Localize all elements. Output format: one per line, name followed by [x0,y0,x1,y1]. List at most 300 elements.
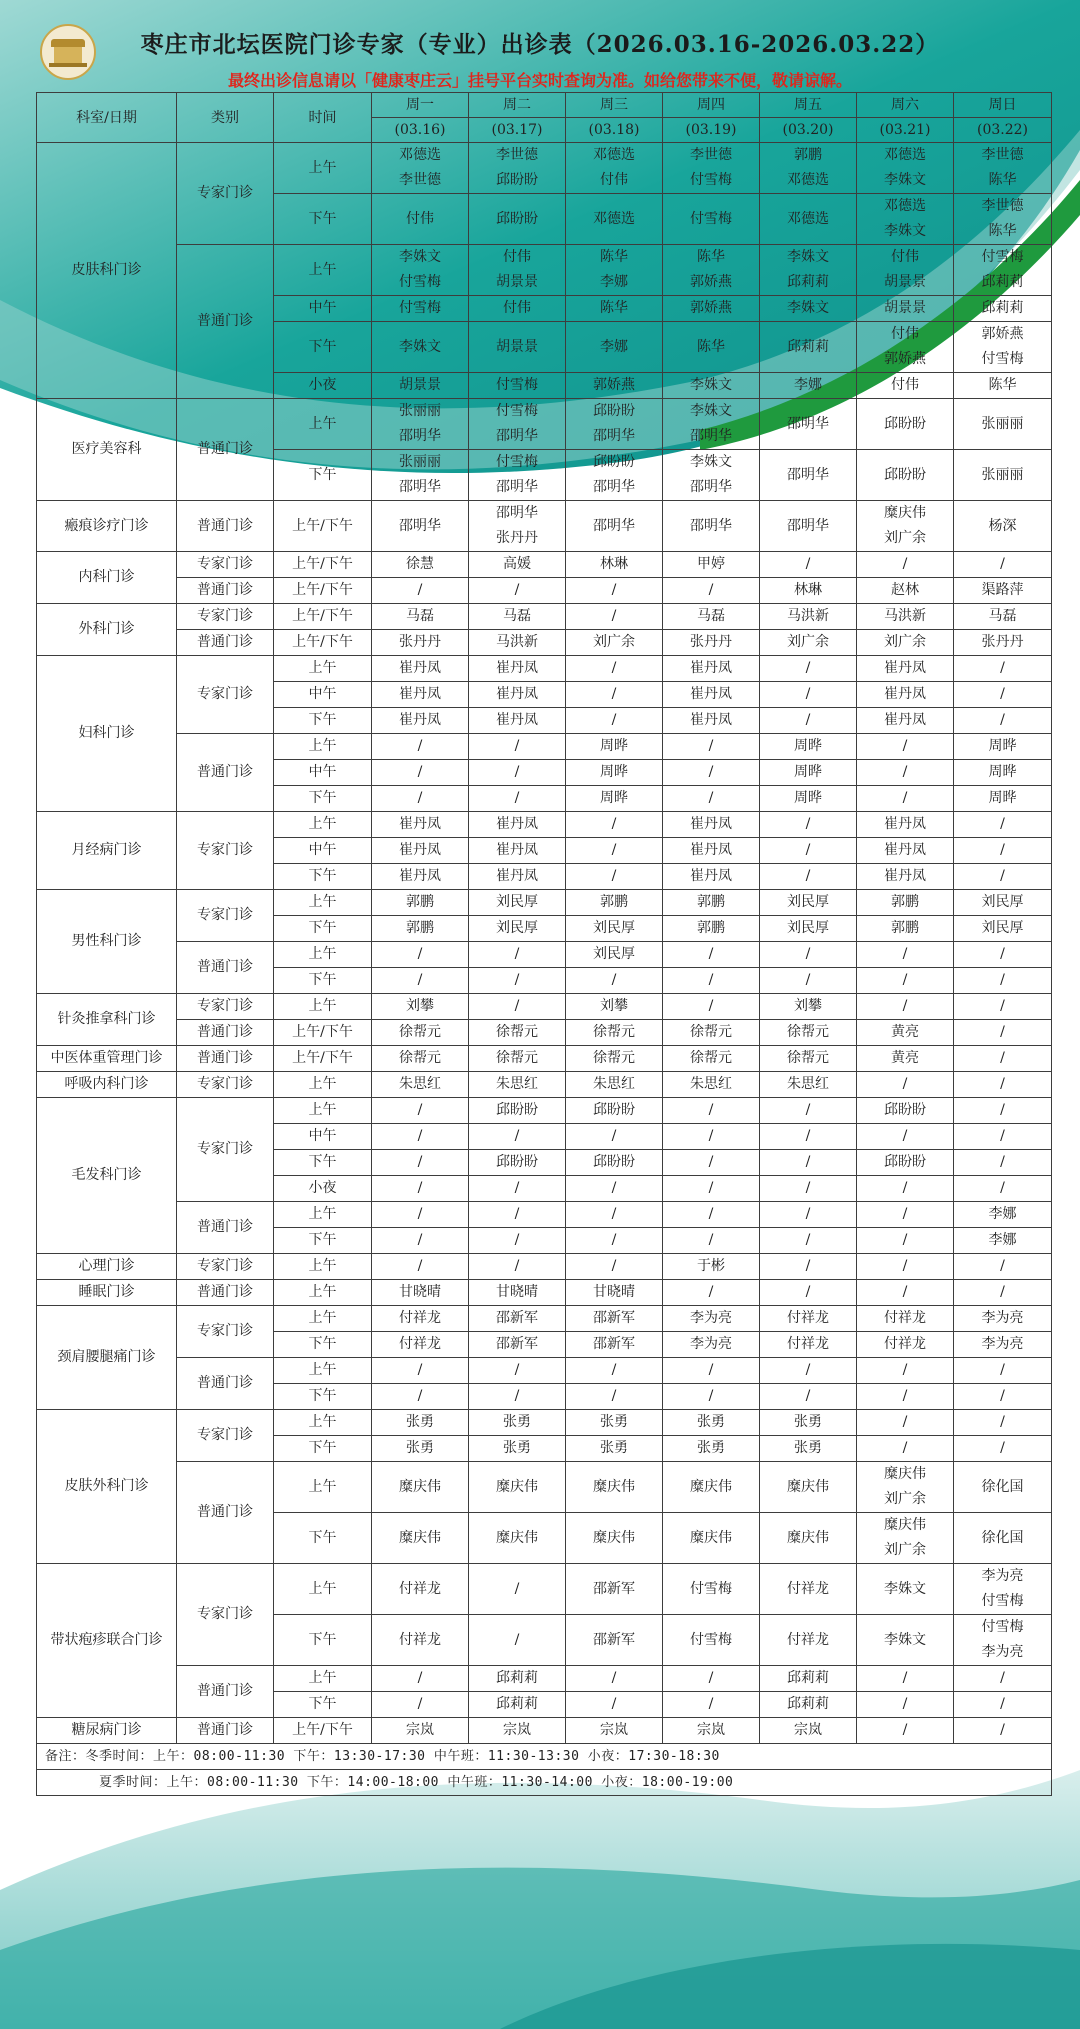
dept-name: 毛发科门诊 [37,1098,177,1254]
doctor-name: / [514,1388,520,1404]
doctor-name: 徐帮元 [787,1024,829,1040]
doctor-cell [857,1718,954,1744]
header-date: (03.22) [954,118,1052,143]
doctor-name: / [1000,816,1005,832]
doctor-cell [372,1615,469,1666]
doctor-cell [857,194,954,245]
doctor-cell [663,194,760,245]
doctor-cell [469,1615,566,1666]
doctor-cell [566,1436,663,1462]
doctor-cell [469,1410,566,1436]
doctor-name: / [611,660,617,676]
doctor-cell [663,916,760,942]
doctor-cell [566,1098,663,1124]
clinic-type: 专家门诊 [177,1306,274,1358]
clinic-type: 专家门诊 [177,890,274,942]
doctor-cell [566,1280,663,1306]
doctor-cell [372,1072,469,1098]
doctor-name: 于彬 [697,1258,725,1274]
doctor-cell [760,864,857,890]
doctor-cell [469,245,566,296]
doctor-name: 郭娇燕 [690,274,732,290]
dept-name: 带状疱疹联合门诊 [37,1564,177,1718]
doctor-cell [760,604,857,630]
doctor-cell [372,1254,469,1280]
doctor-name: 张勇 [697,1414,725,1430]
doctor-cell [663,143,760,194]
doctor-cell [469,656,566,682]
clinic-type: 普通门诊 [177,1666,274,1718]
doctor-name: 付雪梅 [496,454,538,470]
doctor-cell [954,760,1052,786]
doctor-name: / [514,1206,520,1222]
time-slot: 上午 [274,143,372,194]
doctor-cell [566,682,663,708]
doctor-name: / [1000,1076,1005,1092]
doctor-cell [469,630,566,656]
clinic-type: 普通门诊 [177,1358,274,1410]
doctor-cell [469,864,566,890]
table-row [37,1202,1052,1228]
doctor-cell [954,1228,1052,1254]
time-slot: 下午 [274,1436,372,1462]
doctor-name: 崔丹凤 [884,842,926,858]
doctor-name: / [902,1206,908,1222]
doctor-name: 邵明华 [399,428,441,444]
doctor-name: / [611,608,617,624]
doctor-cell [954,1332,1052,1358]
doctor-name: / [417,946,423,962]
doctor-cell [469,1072,566,1098]
doctor-name: 邵明华 [593,428,635,444]
doctor-name: / [611,582,617,598]
doctor-name: 崔丹凤 [884,686,926,702]
doctor-cell [857,630,954,656]
table-row [37,1280,1052,1306]
doctor-cell [469,373,566,399]
doctor-cell [663,399,760,450]
doctor-cell [663,942,760,968]
doctor-name: 高媛 [503,556,531,572]
doctor-cell [954,1202,1052,1228]
doctor-cell [857,968,954,994]
doctor-cell [566,1358,663,1384]
doctor-name: 邱盼盼 [593,1102,635,1118]
doctor-name: 郭娇燕 [981,326,1024,342]
doctor-name: / [514,1232,520,1248]
doctor-name: / [1000,1440,1005,1456]
time-slot: 上午 [274,734,372,760]
doctor-name: 邱盼盼 [593,454,635,470]
doctor-name: / [805,686,811,702]
doctor-name: 甘晓晴 [496,1284,538,1300]
doctor-name: 糜庆伟 [690,1478,732,1495]
doctor-name: / [611,1206,617,1222]
doctor-name: / [611,816,617,832]
doctor-name: / [902,738,908,754]
doctor-cell [372,450,469,501]
doctor-name: 刘民厚 [496,920,538,936]
time-slot: 上午/下午 [274,630,372,656]
doctor-name: 徐慧 [406,556,434,572]
doctor-name: 崔丹凤 [884,816,926,832]
doctor-cell [857,1564,954,1615]
doctor-name: 邱盼盼 [593,403,635,419]
doctor-cell [760,552,857,578]
doctor-cell [954,812,1052,838]
doctor-cell [469,1718,566,1744]
doctor-name: 李世德 [981,147,1024,163]
doctor-name: 李娜 [988,1206,1017,1222]
doctor-cell [857,1615,954,1666]
doctor-cell [566,838,663,864]
doctor-name: / [611,1670,617,1686]
doctor-cell [760,682,857,708]
doctor-cell [566,656,663,682]
doctor-name: 崔丹凤 [496,842,538,858]
doctor-name: 付雪梅 [399,300,441,316]
doctor-cell [566,1462,663,1513]
doctor-cell [372,1564,469,1615]
doctor-name: 崔丹凤 [690,712,732,728]
doctor-name: 马洪新 [884,608,926,624]
doctor-name: 陈华 [988,172,1017,188]
doctor-cell [954,786,1052,812]
doctor-cell [857,916,954,942]
doctor-name: / [805,1284,811,1300]
doctor-cell [760,1150,857,1176]
doctor-name: 付雪梅 [981,351,1024,367]
doctor-cell [372,1462,469,1513]
doctor-name: 张勇 [406,1414,434,1430]
doctor-name: / [514,1180,520,1196]
doctor-name: 糜庆伟 [690,1529,732,1546]
doctor-name: 刘民厚 [981,894,1024,910]
doctor-name: 李姝文 [884,1580,926,1597]
doctor-cell [857,1046,954,1072]
doctor-cell [954,890,1052,916]
doctor-name: / [417,1670,423,1686]
doctor-name: 李姝文 [884,1631,926,1648]
header-date: (03.19) [663,118,760,143]
doctor-cell [857,1513,954,1564]
doctor-name: / [708,764,714,780]
clinic-type: 普通门诊 [177,1046,274,1072]
doctor-name: 张勇 [503,1440,531,1456]
doctor-name: / [902,1388,908,1404]
time-slot: 下午 [274,1692,372,1718]
doctor-name: 渠路萍 [981,582,1024,598]
doctor-cell [954,578,1052,604]
doctor-name: 黄亮 [891,1050,919,1066]
header-date: (03.18) [566,118,663,143]
doctor-name: 周晔 [794,764,822,780]
time-slot: 上午/下午 [274,552,372,578]
doctor-name: 李娜 [600,274,628,290]
doctor-name: 张勇 [600,1414,628,1430]
doctor-cell [566,373,663,399]
doctor-name: / [514,582,520,598]
table-row [37,1718,1052,1744]
doctor-name: / [514,972,520,988]
doctor-name: / [1000,1258,1005,1274]
doctor-cell [857,1280,954,1306]
time-slot: 上午/下午 [274,1020,372,1046]
doctor-cell [372,373,469,399]
doctor-name: 邱莉莉 [981,274,1024,290]
doctor-cell [857,1072,954,1098]
doctor-cell [372,838,469,864]
doctor-cell [663,1046,760,1072]
doctor-cell [760,630,857,656]
doctor-cell [469,916,566,942]
header-day: 周日 [954,93,1052,118]
doctor-name: 邵新军 [593,1631,635,1648]
doctor-name: / [611,868,617,884]
doctor-name: / [417,1388,423,1404]
header-dept: 科室/日期 [37,93,177,143]
doctor-name: 邓德选 [884,147,926,163]
doctor-name: 邱盼盼 [884,415,926,432]
doctor-cell [954,994,1052,1020]
doctor-name: 崔丹凤 [496,712,538,728]
doctor-name: 马磊 [406,608,434,624]
doctor-name: / [805,842,811,858]
doctor-cell [372,1384,469,1410]
doctor-name: 崔丹凤 [496,868,538,884]
doctor-name: 张丹丹 [690,634,732,650]
doctor-name: 宗岚 [406,1722,434,1738]
doctor-cell [566,942,663,968]
doctor-name: 糜庆伟 [593,1478,635,1495]
dept-name: 颈肩腰腿痛门诊 [37,1306,177,1410]
doctor-cell [469,1020,566,1046]
doctor-name: 付祥龙 [399,1310,441,1326]
doctor-cell [566,1718,663,1744]
doctor-cell [372,1436,469,1462]
doctor-cell [663,552,760,578]
doctor-cell [954,1410,1052,1436]
header-date: (03.16) [372,118,469,143]
doctor-cell [954,838,1052,864]
doctor-cell [469,786,566,812]
dept-name: 皮肤科门诊 [37,143,177,399]
doctor-cell [760,734,857,760]
doctor-name: 崔丹凤 [884,712,926,728]
doctor-cell [372,1332,469,1358]
doctor-name: 郭娇燕 [690,300,732,316]
doctor-name: 杨深 [988,517,1017,534]
doctor-cell [663,682,760,708]
doctor-cell [760,1254,857,1280]
doctor-cell [760,1202,857,1228]
doctor-name: / [611,972,617,988]
doctor-cell [760,1280,857,1306]
time-slot: 下午 [274,194,372,245]
doctor-cell [372,812,469,838]
doctor-cell [954,1072,1052,1098]
doctor-name: 付雪梅 [981,1619,1024,1635]
doctor-name: 崔丹凤 [399,712,441,728]
doctor-name: 徐帮元 [496,1050,538,1066]
doctor-cell [954,1254,1052,1280]
doctor-cell [663,1358,760,1384]
doctor-cell [566,1513,663,1564]
doctor-name: 邵新军 [593,1310,635,1326]
doctor-cell [566,1666,663,1692]
doctor-cell [857,552,954,578]
doctor-cell [760,1692,857,1718]
doctor-cell [857,682,954,708]
doctor-name: / [708,946,714,962]
doctor-name: 崔丹凤 [496,686,538,702]
doctor-cell [954,1046,1052,1072]
doctor-cell [760,1718,857,1744]
doctor-cell [372,864,469,890]
doctor-cell [760,1436,857,1462]
doctor-name: 邵明华 [690,517,732,534]
doctor-cell [566,734,663,760]
doctor-cell [663,373,760,399]
doctor-cell [566,708,663,734]
doctor-name: 崔丹凤 [690,660,732,676]
doctor-cell [663,296,760,322]
doctor-name: 刘广余 [884,1491,926,1507]
time-slot: 下午 [274,864,372,890]
doctor-name: 邓德选 [593,147,635,163]
doctor-name: / [611,712,617,728]
doctor-cell [469,812,566,838]
doctor-name: / [1000,1388,1005,1404]
doctor-name: 付雪梅 [690,1580,732,1597]
doctor-cell [663,1150,760,1176]
dept-name: 针灸推拿科门诊 [37,994,177,1046]
doctor-cell [857,578,954,604]
doctor-cell [469,1384,566,1410]
time-slot: 中午 [274,760,372,786]
dept-name: 中医体重管理门诊 [37,1046,177,1072]
doctor-cell [663,760,760,786]
clinic-type: 专家门诊 [177,1098,274,1202]
doctor-cell [566,1020,663,1046]
doctor-name: 付雪梅 [981,249,1024,265]
doctor-cell [469,296,566,322]
doctor-name: / [417,790,423,806]
doctor-name: / [1000,1722,1005,1738]
doctor-cell [663,1410,760,1436]
clinic-type: 普通门诊 [177,1718,274,1744]
doctor-cell [663,1384,760,1410]
doctor-cell [372,734,469,760]
clinic-type: 专家门诊 [177,604,274,630]
doctor-name: / [514,738,520,754]
doctor-name: 刘攀 [794,998,822,1014]
doctor-name: 张丽丽 [399,454,441,470]
doctor-cell [372,245,469,296]
doctor-cell [954,1098,1052,1124]
doctor-cell [663,630,760,656]
doctor-name: / [1000,1284,1005,1300]
header-day: 周一 [372,93,469,118]
doctor-cell [857,812,954,838]
doctor-name: 徐化国 [981,1478,1024,1495]
doctor-cell [663,1020,760,1046]
doctor-cell [954,1306,1052,1332]
doctor-name: / [1000,1180,1005,1196]
clinic-type: 普通门诊 [177,399,274,501]
doctor-cell [372,1306,469,1332]
doctor-cell [566,1202,663,1228]
doctor-cell [663,864,760,890]
doctor-cell [954,1436,1052,1462]
doctor-name: 徐帮元 [593,1050,635,1066]
doctor-name: 朱思红 [593,1076,635,1092]
doctor-name: / [417,1232,423,1248]
doctor-cell [663,968,760,994]
doctor-name: / [805,816,811,832]
doctor-cell [372,994,469,1020]
doctor-cell [857,296,954,322]
doctor-name: / [514,998,520,1014]
doctor-name: 崔丹凤 [399,660,441,676]
doctor-cell [760,1306,857,1332]
doctor-cell [469,1666,566,1692]
doctor-name: 马磊 [697,608,725,624]
doctor-name: 马洪新 [496,634,538,650]
doctor-name: / [805,1206,811,1222]
doctor-name: / [417,582,423,598]
doctor-cell [954,322,1052,373]
doctor-name: 李娜 [600,338,628,355]
doctor-name: 李姝文 [690,377,732,393]
doctor-cell [954,1718,1052,1744]
doctor-cell [372,760,469,786]
doctor-name: / [1000,686,1005,702]
doctor-name: 付雪梅 [690,210,732,227]
doctor-name: / [902,1076,908,1092]
doctor-cell [954,245,1052,296]
doctor-name: 徐化国 [981,1529,1024,1546]
doctor-name: / [805,1232,811,1248]
doctor-name: 宗岚 [503,1722,531,1738]
table-row [37,630,1052,656]
doctor-cell [857,604,954,630]
doctor-name: 赵林 [891,582,919,598]
doctor-name: 周晔 [988,790,1017,806]
time-slot: 下午 [274,1228,372,1254]
winter-hours: 备注：冬季时间：上午：08:00-11:30 下午：13:30-17:30 中午班：11:30-13:30 小夜：17:30-18:30 [37,1744,1052,1770]
doctor-name: 李世德 [399,172,441,188]
doctor-name: / [902,1670,908,1686]
doctor-cell [372,656,469,682]
time-slot: 上午 [274,1358,372,1384]
doctor-name: / [805,556,811,572]
time-slot: 下午 [274,322,372,373]
doctor-name: 刘攀 [600,998,628,1014]
doctor-cell [566,786,663,812]
doctor-name: 周晔 [600,790,628,806]
doctor-cell [469,1513,566,1564]
doctor-name: / [1000,1670,1005,1686]
doctor-name: / [1000,1362,1005,1378]
doctor-cell [372,552,469,578]
time-slot: 上午 [274,1666,372,1692]
time-slot: 下午 [274,1150,372,1176]
doctor-cell [566,450,663,501]
doctor-name: / [805,712,811,728]
doctor-name: 邵明华 [593,479,635,495]
doctor-name: 张勇 [794,1440,822,1456]
